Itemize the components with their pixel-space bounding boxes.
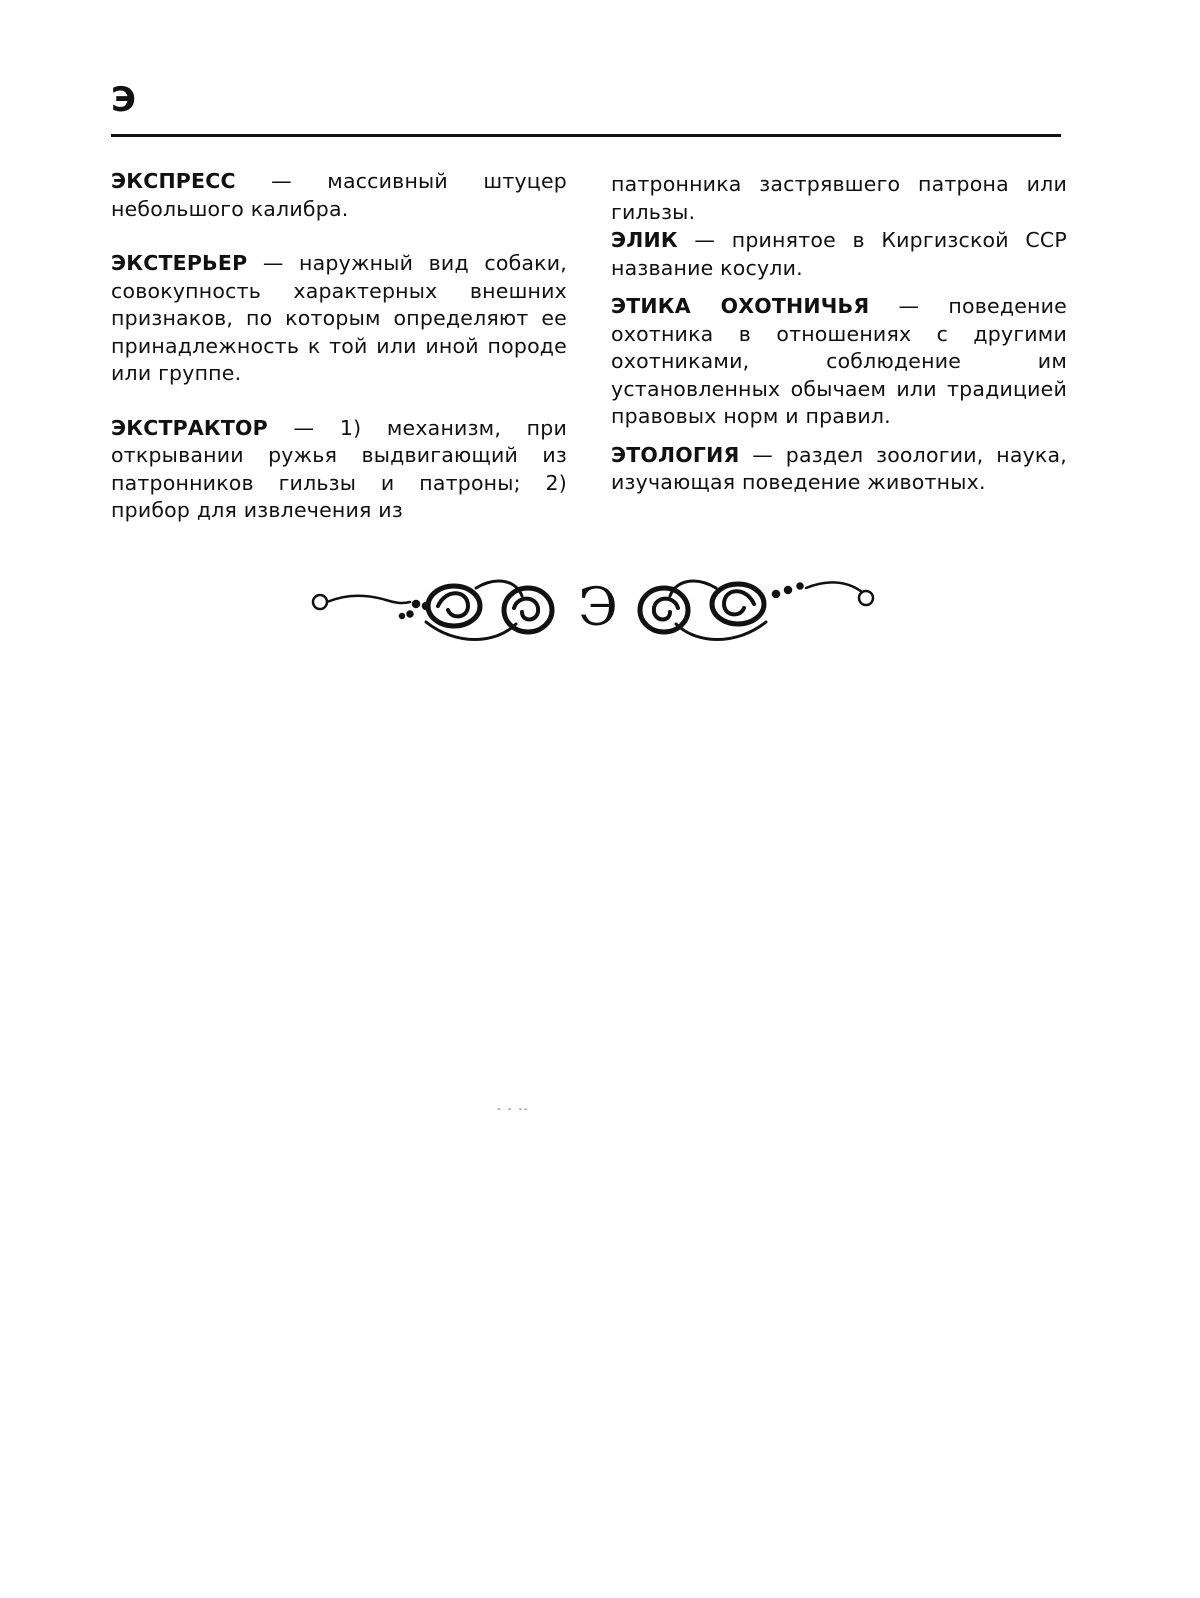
entry-term: ЭКСТЕРЬЕР xyxy=(111,251,248,275)
entry-term: ЭКСТРАКТОР xyxy=(111,415,268,440)
entry-definition: — поведение охотника в отношениях с другими охотниками, соблюдение им установленных обычаем или традицией правовых норм и правил. xyxy=(611,294,1067,428)
entry-ekspress xyxy=(111,168,567,223)
entry-definition: — массивный штуцер небольшого калибра. xyxy=(111,169,567,221)
entry-ekstraktor xyxy=(111,415,567,525)
entry-elik xyxy=(611,227,1067,282)
entry-etologiya xyxy=(611,442,1067,497)
section-letter: Э xyxy=(111,80,136,120)
entry-definition: — раздел зоологии, наука, изучающая поведение животных. xyxy=(611,442,1067,494)
header-rule xyxy=(111,134,1061,137)
entry-etika-okhotnichya xyxy=(611,293,1067,431)
entry-continuation xyxy=(611,171,1067,226)
right-column xyxy=(611,171,1067,497)
entry-term: ЭТОЛОГИЯ xyxy=(611,442,740,467)
entry-definition: — 1) механизм, при открывании ружья выдвигающий из патронников гильзы и патроны; 2) прибор для извлечения из xyxy=(111,415,567,522)
entry-definition: — принятое в Киргизской ССР название косули. xyxy=(611,228,1067,280)
ornament-letter: Э xyxy=(578,578,618,638)
entry-term: ЭЛИК xyxy=(611,228,678,252)
entry-eksterer xyxy=(111,250,567,388)
entry-term: ЭТИКА ОХОТНИЧЬЯ xyxy=(611,294,870,318)
footer-marks: - - -- xyxy=(497,1104,530,1115)
entry-definition: — наружный вид собаки, совокупность характерных внешних признаков, по которым определяют ее принадлежность к той или иной породе или группе. xyxy=(111,251,567,385)
entry-definition: патронника застрявшего патрона или гильзы. xyxy=(611,172,1067,224)
entry-term: ЭКСПРЕСС xyxy=(111,169,236,193)
left-column xyxy=(111,168,567,525)
